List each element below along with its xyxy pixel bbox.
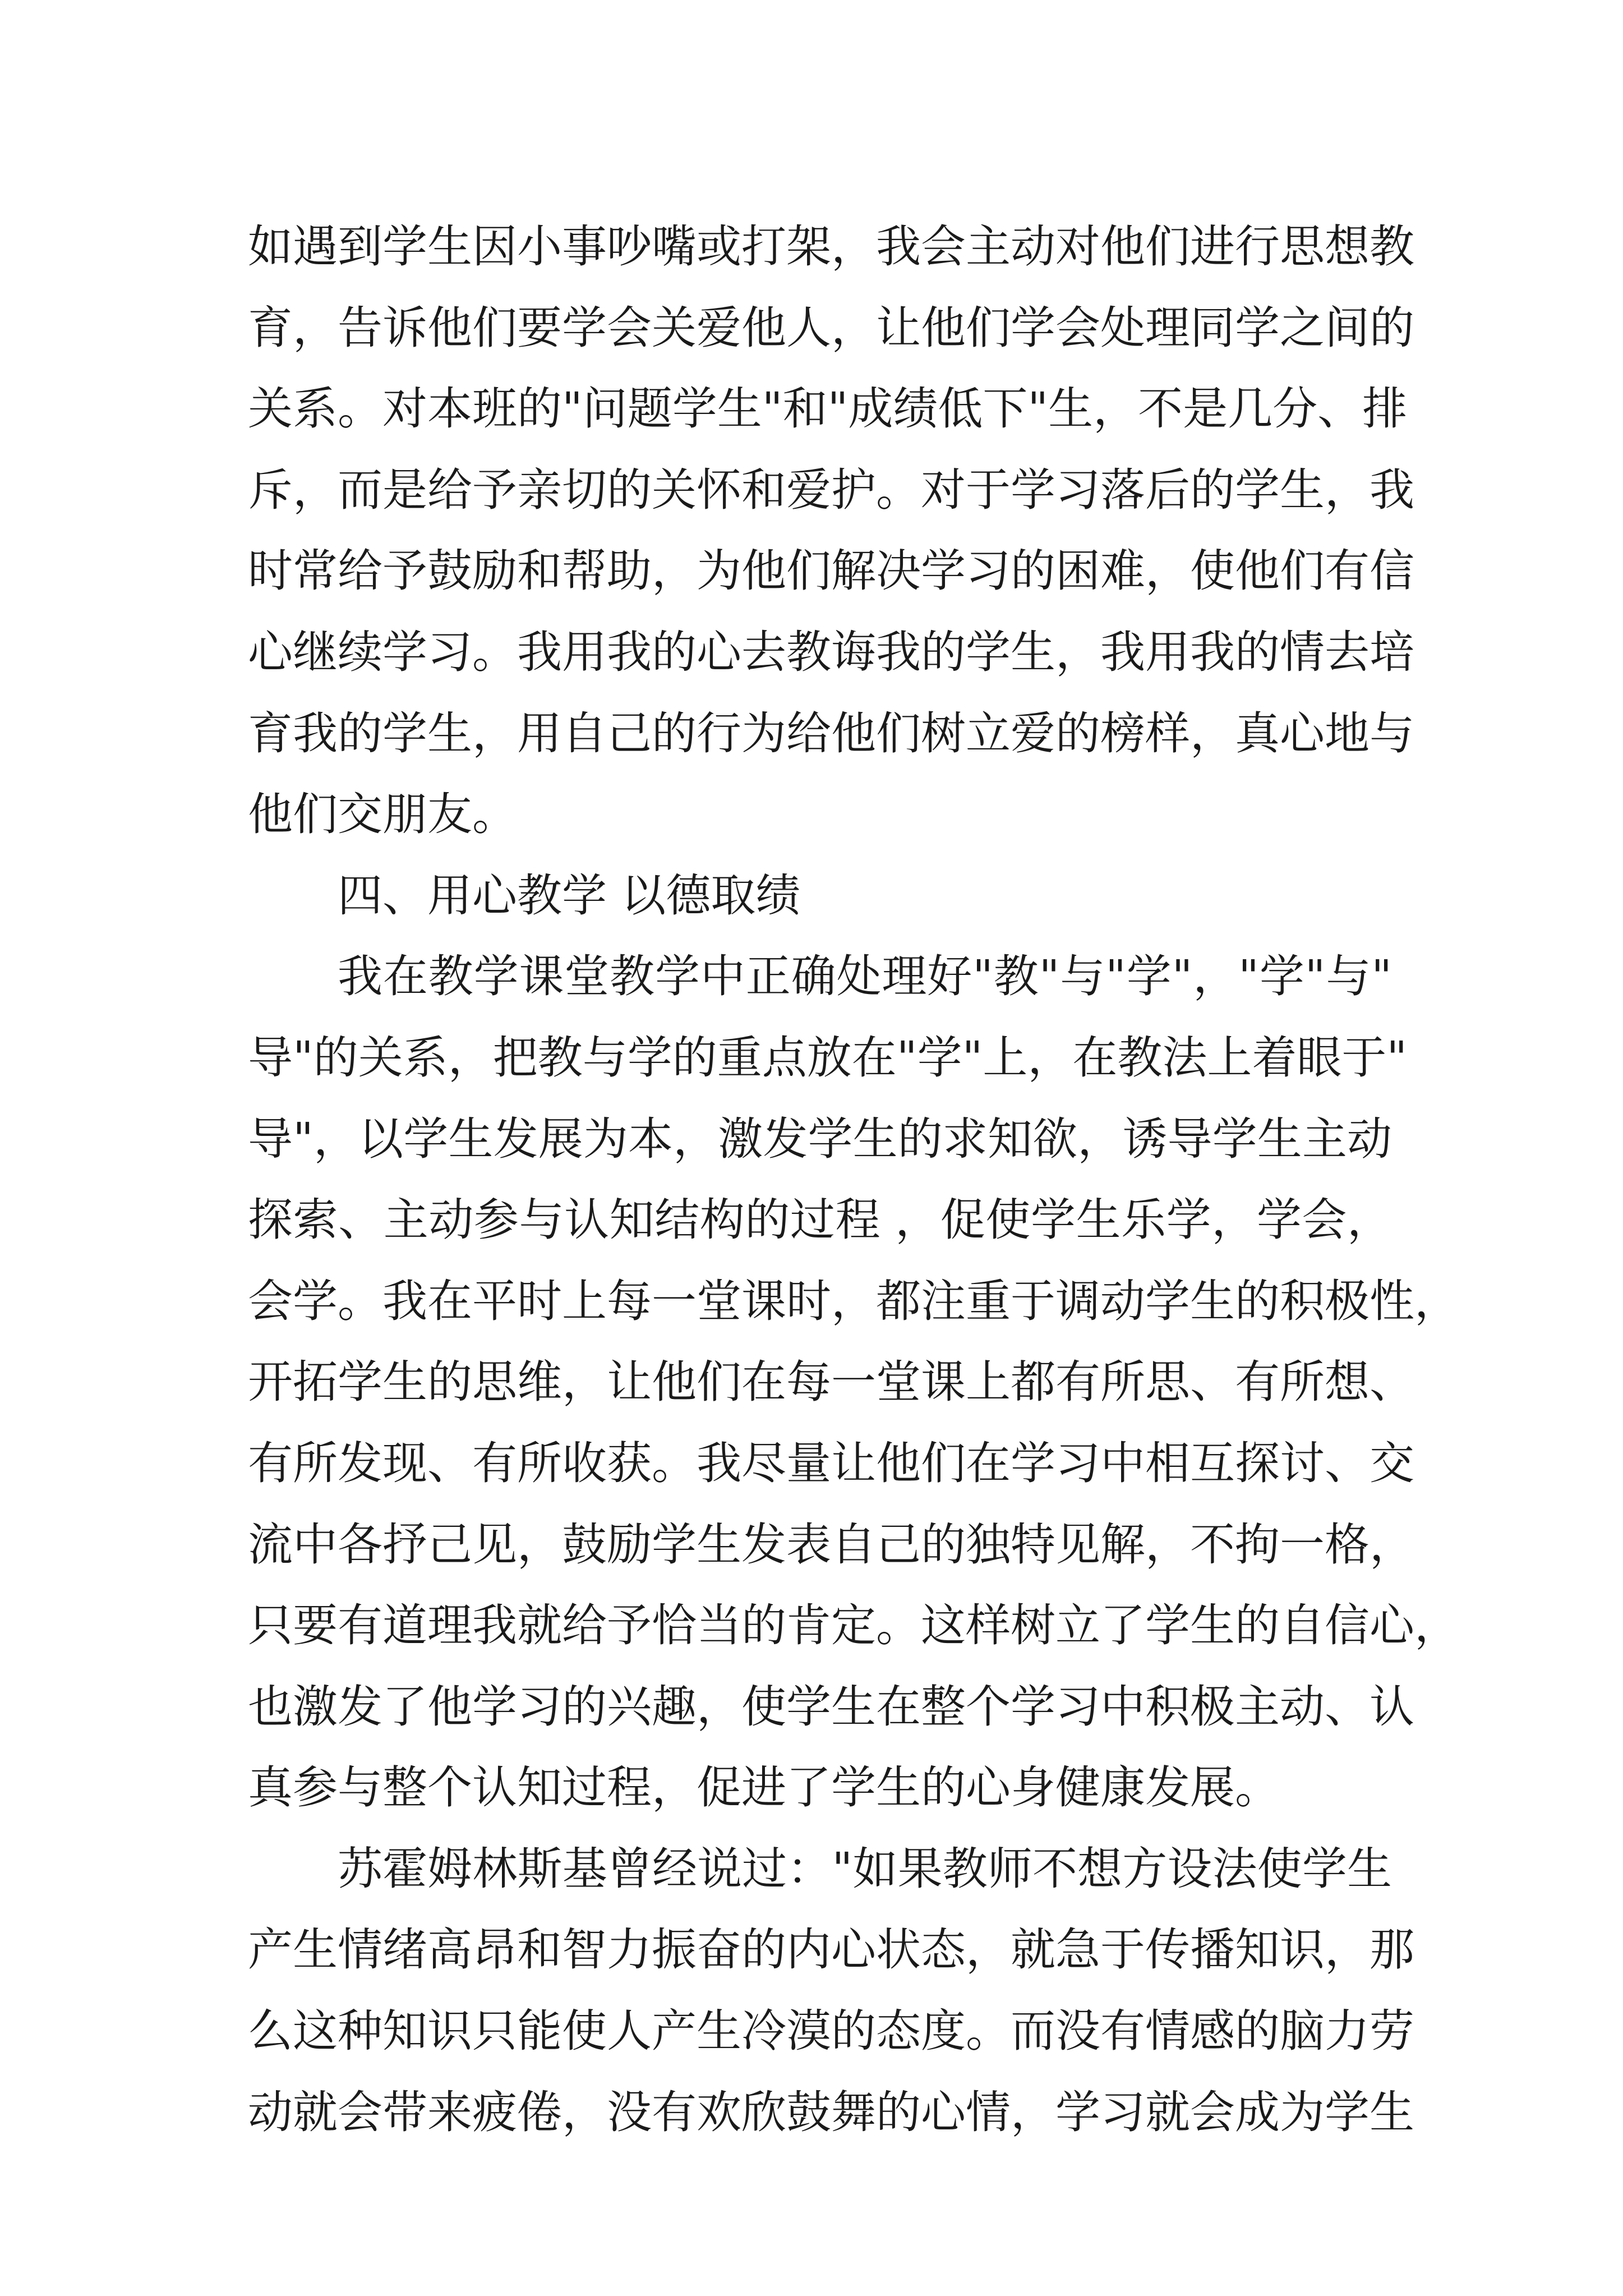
text-line: 动就会带来疲倦，没有欢欣鼓舞的心情，学习就会成为学生 — [248, 2086, 1414, 2138]
text-line: 有所发现、有所收获。我尽量让他们在学习中相互探讨、交 — [248, 1437, 1414, 1489]
text-line: 开拓学生的思维，让他们在每一堂课上都有所思、有所想、 — [248, 1356, 1414, 1409]
text-line: 心继续学习。我用我的心去教诲我的学生，我用我的情去培 — [248, 625, 1414, 678]
text-line: 关系。对本班的"问题学生"和"成绩低下"生，不是几分、排 — [248, 383, 1408, 435]
text-line: 导"的关系，把教与学的重点放在"学"上，在教法上着眼于" — [248, 1031, 1408, 1084]
text-line: 育我的学生，用自己的行为给他们树立爱的榜样，真心地与 — [248, 707, 1414, 760]
text-line: 导"，以学生发展为本，激发学生的求知欲，诱导学生主动 — [248, 1112, 1392, 1165]
text-line: 时常给予鼓励和帮助，为他们解决学习的困难，使他们有信 — [248, 545, 1414, 597]
text-line: 育，告诉他们要学会关爱他人，让他们学会处理同学之间的 — [248, 301, 1414, 354]
text-line: 流中各抒己见，鼓励学生发表自己的独特见解，不拘一格， — [248, 1518, 1414, 1571]
text-line: 斥，而是给予亲切的关怀和爱护。对于学习落后的学生，我 — [248, 463, 1414, 516]
heading-line: 四、用心教学 以德取绩 — [338, 869, 801, 922]
section-heading-4 — [248, 855, 1392, 937]
text-line: 只要有道理我就给予恰当的肯定。这样树立了学生的自信心， — [248, 1599, 1459, 1652]
text-line: 会学。我在平时上每一堂课时，都注重于调动学生的积极性， — [248, 1274, 1459, 1327]
text-line: 么这种知识只能使人产生冷漠的态度。而没有情感的脑力劳 — [248, 2005, 1414, 2058]
document-body — [248, 206, 1459, 2153]
text-line: 我在教学课堂教学中正确处理好"教"与"学"，"学"与" — [338, 950, 1392, 1003]
paragraph-p3 — [248, 1829, 1414, 2153]
text-line: 如遇到学生因小事吵嘴或打架，我会主动对他们进行思想教 — [248, 220, 1414, 273]
paragraph-p2 — [248, 936, 1459, 1829]
paragraph-p1 — [248, 206, 1414, 855]
text-line: 他们交朋友。 — [248, 788, 517, 841]
text-line: 探索、主动参与认知结构的过程 ，促使学生乐学，学会， — [248, 1194, 1392, 1246]
text-line: 产生情绪高昂和智力振奋的内心状态，就急于传播知识，那 — [248, 1924, 1414, 1976]
text-line: 也激发了他学习的兴趣，使学生在整个学习中积极主动、认 — [248, 1680, 1414, 1733]
text-line: 苏霍姆林斯基曾经说过："如果教师不想方设法使学生 — [338, 1842, 1392, 1895]
text-line: 真参与整个认知过程，促进了学生的心身健康发展。 — [248, 1761, 1280, 1814]
